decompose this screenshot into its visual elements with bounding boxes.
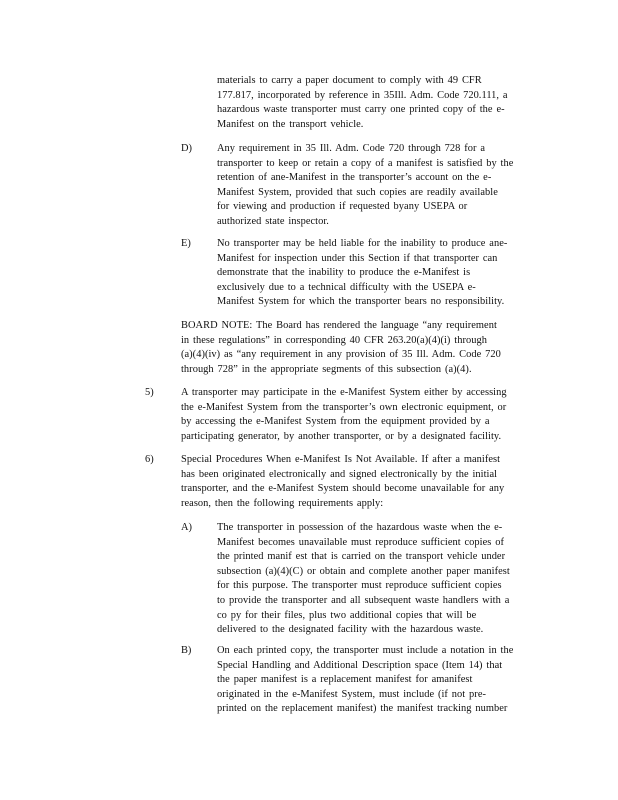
item-5-text	[181, 386, 543, 444]
text-line: to provide the transporter and all subsequent waste handlers with a	[217, 594, 510, 606]
text-line: materials to carry a paper document to comply with 49 CFR	[217, 75, 482, 86]
subsection-b-text	[217, 644, 543, 717]
subsection-b-label: B)	[181, 645, 192, 656]
text-line: authorized state inspector.	[217, 215, 329, 227]
text-line: originated in the e-Manifest System, must include (if not pre-	[217, 688, 486, 700]
text-line: Manifest becomes unavailable must reproduce sufficient copies of	[217, 536, 504, 548]
subsection-a-text	[217, 521, 543, 638]
text-line: transporter, and the e-Manifest System should become unavailable for any	[181, 483, 505, 495]
text-line: the e-Manifest System from the transporter’s own electronic equipment, or	[181, 401, 507, 413]
subsection-c-continuation	[217, 74, 543, 132]
text-line: reason, then the following requirements apply:	[181, 497, 384, 509]
text-line: The transporter in possession of the hazardous waste when the e-	[217, 522, 503, 533]
text-line: 177.817, incorporated by reference in 35Ill. Adm. Code 720.111, a	[217, 89, 508, 101]
text-line: Any requirement in 35 Ill. Adm. Code 720 through 728 for a	[217, 143, 486, 154]
item-6-label: 6)	[145, 454, 154, 465]
text-line: has been originated electronically and signed electronically by the initial	[181, 468, 498, 480]
text-line: printed on the replacement manifest) the manifest tracking number	[217, 703, 508, 715]
text-line: delivered to the designated facility with the hazardous waste.	[217, 624, 484, 636]
text-line: for viewing and production if requested byany USEPA or	[217, 201, 468, 213]
text-line: A transporter may participate in the e-Manifest System either by accessing	[181, 387, 507, 398]
text-line: the printed manif est that is carried on the transport vehicle under	[217, 551, 506, 563]
text-line: subsection (a)(4)(C) or obtain and complete another paper manifest	[217, 565, 510, 577]
item-6-text	[181, 453, 543, 511]
text-line: co py for their files, plus two additional copies that will be	[217, 609, 477, 621]
text-line: through 728” in the appropriate segments of this subsection (a)(4).	[181, 363, 472, 375]
subsection-e-text	[217, 237, 543, 310]
text-line: participating generator, by another transporter, or by a designated facility.	[181, 430, 502, 442]
text-line: in these regulations” in corresponding 40 CFR 263.20(a)(4)(i) through	[181, 334, 487, 346]
text-line: On each printed copy, the transporter must include a notation in the	[217, 645, 514, 656]
text-line: Manifest for inspection under this Section if that transporter can	[217, 252, 498, 264]
text-line: transporter to keep or retain a copy of a manifest is satisfied by the	[217, 157, 514, 169]
text-line: (a)(4)(iv) as “any requirement in any provision of 35 Ill. Adm. Code 720	[181, 349, 501, 361]
text-line: hazardous waste transporter must carry one printed copy of the e-	[217, 104, 505, 116]
text-line: demonstrate that the inability to produce the e-Manifest is	[217, 267, 471, 279]
text-line: for this purpose. The transporter must reproduce sufficient copies	[217, 580, 502, 592]
subsection-e-label: E)	[181, 238, 191, 249]
text-line: the paper manifest is a replacement manifest for amanifest	[217, 674, 473, 686]
text-line: Manifest System for which the transporter bears no responsibility.	[217, 296, 505, 308]
subsection-a-label: A)	[181, 522, 192, 533]
text-line: exclusively due to a technical difficulty with the USEPA e-	[217, 281, 476, 293]
subsection-d-text	[217, 142, 543, 230]
board-note	[181, 319, 543, 377]
text-line: retention of ane-Manifest in the transporter’s account on the e-	[217, 172, 492, 184]
text-line: Special Handling and Additional Description space (Item 14) that	[217, 659, 503, 671]
text-line: BOARD NOTE: The Board has rendered the language “any requirement	[181, 320, 497, 331]
text-line: Special Procedures When e-Manifest Is Not Available. If after a manifest	[181, 454, 501, 465]
subsection-d-label: D)	[181, 143, 192, 154]
text-line: No transporter may be held liable for the inability to produce ane-	[217, 238, 508, 249]
item-5-label: 5)	[145, 387, 154, 398]
text-line: Manifest on the transport vehicle.	[217, 118, 364, 130]
text-line: Manifest System, provided that such copies are readily available	[217, 186, 498, 198]
text-line: by accessing the e-Manifest System from the equipment provided by a	[181, 416, 490, 428]
